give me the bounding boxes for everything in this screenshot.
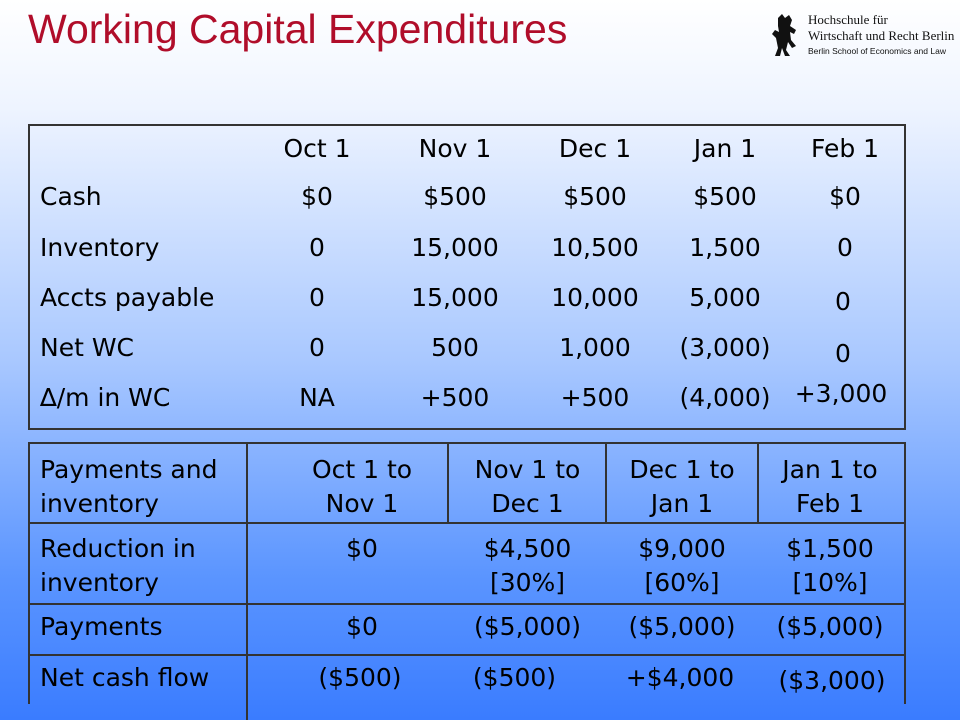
table-cell: ($5,000) [776, 612, 884, 641]
table-cell: +3,000 [794, 379, 888, 408]
table1-left-border [28, 124, 30, 430]
table2-col-divider [757, 442, 759, 522]
table-cell: 15,000 [411, 233, 499, 262]
table-cell: ($5,000) [628, 612, 736, 641]
row-label-reduction-in-inventory: Reduction in inventory [40, 534, 196, 597]
logo-line-3: Berlin School of Economics and Law [808, 46, 946, 56]
row-label-net-wc: Net WC [40, 333, 135, 362]
table-cell: 0 [835, 287, 851, 316]
table2-row-divider [28, 603, 906, 605]
table-cell: 5,000 [689, 283, 761, 312]
table1-top-border [28, 124, 906, 126]
table-cell: ($500) [318, 663, 402, 692]
table1-bottom-border [28, 428, 906, 430]
table2-header-jan-feb: Jan 1 to Feb 1 [782, 455, 878, 518]
table1-header-feb1: Feb 1 [810, 134, 880, 163]
table2-right-border [904, 442, 906, 704]
logo-line-1: Hochschule für [808, 12, 888, 27]
table2-left-border [28, 442, 30, 704]
table1-header-oct1: Oct 1 [283, 134, 351, 163]
table2-top-border [28, 442, 906, 444]
table1-header-nov1: Nov 1 [418, 134, 492, 163]
slide-title: Working Capital Expenditures [28, 6, 568, 52]
table1-header-jan1: Jan 1 [693, 134, 757, 163]
row-label-inventory: Inventory [40, 233, 160, 262]
table-cell: (4,000) [679, 383, 771, 412]
table-cell: 0 [835, 339, 851, 368]
table2-header-divider [28, 522, 906, 524]
table2-header-label: Payments and inventory [40, 455, 218, 518]
table-cell: $500 [423, 182, 487, 211]
table2-row-divider [28, 654, 906, 656]
table-cell: $4,500 [30%] [483, 534, 572, 597]
table2-label-divider [246, 442, 248, 720]
table-cell: 1,000 [559, 333, 631, 362]
row-label-cash: Cash [40, 182, 102, 211]
table-cell: 0 [309, 283, 325, 312]
table-cell: 500 [431, 333, 479, 362]
table-cell: 0 [309, 333, 325, 362]
table-cell: ($500) [472, 663, 557, 692]
table-cell: NA [299, 383, 335, 412]
table1-header-dec1: Dec 1 [558, 134, 632, 163]
table-cell: $9,000 [60%] [638, 534, 726, 597]
table-cell: ($5,000) [474, 612, 581, 641]
table-cell: +500 [560, 383, 630, 412]
table2-col-divider [605, 442, 607, 522]
row-label-payments: Payments [40, 612, 163, 641]
table-cell: $500 [563, 182, 627, 211]
table-cell: 15,000 [411, 283, 499, 312]
logo-line-2: Wirtschaft und Recht Berlin [808, 28, 955, 43]
table-cell: +500 [420, 383, 490, 412]
table-cell: ($3,000) [778, 666, 886, 695]
row-label-net-cash-flow: Net cash flow [40, 663, 210, 692]
table-cell: 1,500 [689, 233, 761, 262]
table-cell: 10,000 [551, 283, 639, 312]
table-cell: (3,000) [679, 333, 771, 362]
table-cell: $0 [301, 182, 333, 211]
table-cell: 0 [837, 233, 853, 262]
table-cell: $0 [829, 182, 861, 211]
table-cell: $0 [346, 612, 378, 641]
table2-header-dec-jan: Dec 1 to Jan 1 [629, 455, 735, 518]
table-cell: +$4,000 [625, 663, 735, 692]
table2-header-nov-dec: Nov 1 to Dec 1 [474, 455, 581, 518]
table-cell: 0 [309, 233, 325, 262]
table-cell: 10,500 [551, 233, 639, 262]
table-cell: $500 [693, 182, 757, 211]
berlin-bear-icon [770, 12, 800, 58]
table-cell: $0 [346, 534, 378, 563]
table2-col-divider [447, 442, 449, 522]
row-label-accts-payable: Accts payable [40, 283, 215, 312]
row-label-change-in-wc: ∆/m in WC [40, 383, 171, 412]
table2-header-oct-nov: Oct 1 to Nov 1 [311, 455, 413, 518]
table-cell: $1,500 [10%] [786, 534, 874, 597]
university-logo [770, 12, 955, 62]
